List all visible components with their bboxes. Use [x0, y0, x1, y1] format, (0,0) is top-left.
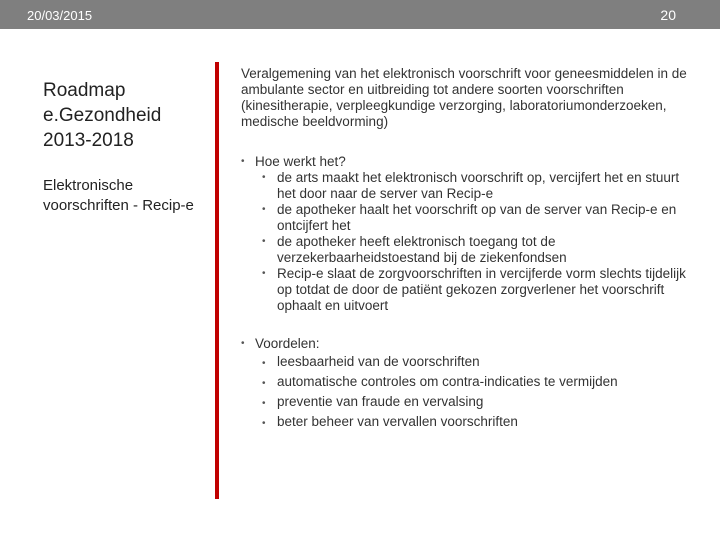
section-how	[241, 154, 691, 314]
list-item: • beter beheer van vervallen voorschriften	[241, 412, 691, 432]
header-bar	[0, 0, 720, 29]
list-item: • leesbaarheid van de voorschriften	[241, 352, 691, 372]
intro-paragraph: Veralgemening van het elektronisch voorschrift voor geneesmiddelen in de ambulante sector en uitbreiding tot andere soorten voorschriften (kinesitherapie, verpleegkundige verzorging, laboratoriumonderzoeken, medische beeldvorming)	[241, 66, 687, 129]
section-how-label: • Hoe werkt het?	[241, 154, 691, 170]
section-benefits	[241, 336, 691, 432]
page-number: 20	[660, 7, 676, 23]
list-item: • preventie van fraude en vervalsing	[241, 392, 691, 412]
list-item: • de apotheker heeft elektronisch toegang tot de verzekerbaarheidstoestand bij de ziekenfondsen	[241, 234, 691, 266]
slide-subtitle: Elektronische voorschriften - Recip-e	[43, 177, 194, 214]
list-item: • Recip-e slaat de zorgvoorschriften in vercijferde vorm slechts tijdelijk op totdat de door de patiënt gekozen zorgverlener het voorschrift ophaalt en uitvoert	[241, 266, 691, 314]
sidebar	[43, 78, 203, 216]
vertical-divider	[215, 62, 219, 499]
list-item: • automatische controles om contra-indicaties te vermijden	[241, 372, 691, 392]
list-item: • de arts maakt het elektronisch voorschrift op, vercijfert het en stuurt het door naar de server van Recip-e	[241, 170, 691, 202]
list-item: • de apotheker haalt het voorschrift op van de server van Recip-e en ontcijfert het	[241, 202, 691, 234]
date-label: 20/03/2015	[27, 8, 93, 23]
content-body	[241, 66, 691, 432]
section-benefits-label: • Voordelen:	[241, 336, 691, 352]
slide-title: Roadmap e.Gezondheid 2013-2018	[43, 80, 162, 151]
